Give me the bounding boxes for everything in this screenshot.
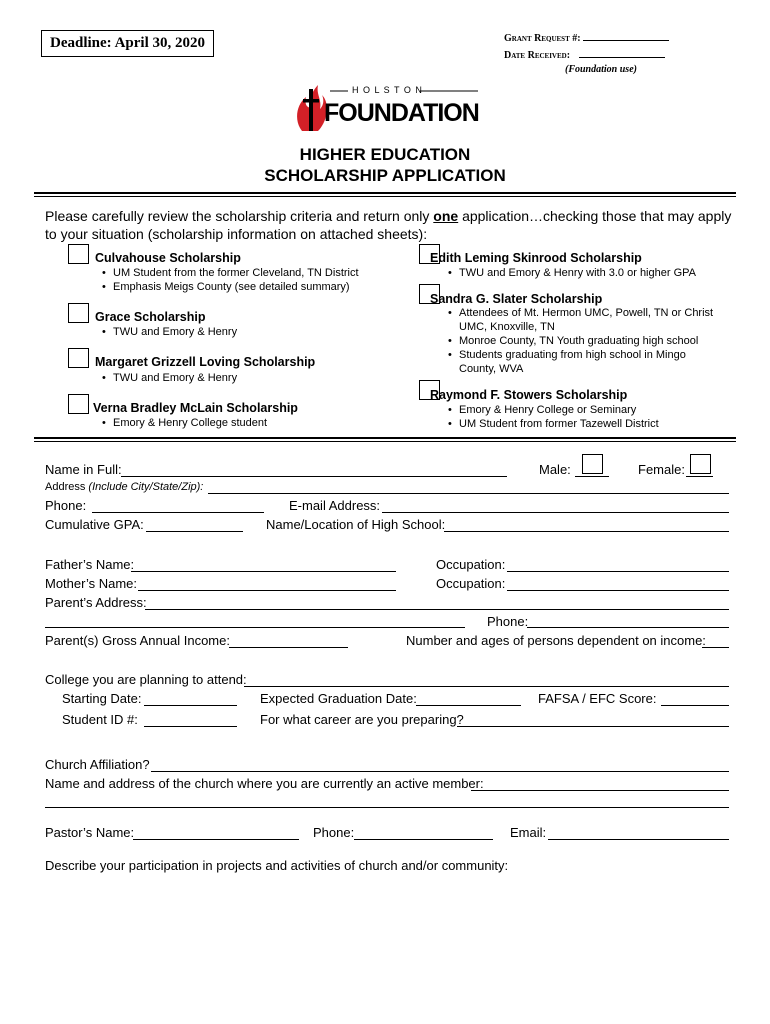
loving-checkbox[interactable] [68,348,89,368]
mclain-criteria [102,416,402,430]
list-item: • UM Student from former Tazewell District [448,417,738,431]
high-school-field[interactable] [444,531,729,532]
pastor-email-label: Email: [510,825,547,840]
pastor-label: Pastor’s Name: [45,825,135,840]
deadline-box [41,30,214,57]
dependents-label: Number and ages of persons dependent on income: [406,633,706,648]
page-title-line2: SCHOLARSHIP APPLICATION [264,166,506,185]
parent-phone-label: Phone: [487,614,529,629]
male-label: Male: [539,462,571,477]
college-field[interactable] [244,686,729,687]
foundation-use-note: (Foundation use) [565,64,637,75]
church-label: Church Affiliation? [45,757,150,772]
female-label: Female: [638,462,685,477]
income-label: Parent(s) Gross Annual Income: [45,633,230,648]
church-address-field[interactable] [471,790,729,791]
pastor-phone-label: Phone: [313,825,355,840]
phone-label: Phone: [45,498,87,513]
mclain-title: Verna Bradley McLain Scholarship [93,401,298,415]
describe-textarea[interactable] [45,880,729,1010]
start-date-label: Starting Date: [62,691,142,706]
loving-title: Margaret Grizzell Loving Scholarship [95,355,316,369]
grace-checkbox[interactable] [68,303,89,323]
stowers-title: Raymond F. Stowers Scholarship [430,388,628,402]
father-occupation-label: Occupation: [436,557,506,572]
mother-field[interactable] [138,590,396,591]
describe-label: Describe your participation in projects and activities of church and/or community: [45,858,509,873]
culvahouse-title: Culvahouse Scholarship [95,251,241,265]
logo-holston-text: H O L S T O N [352,85,423,95]
mclain-checkbox[interactable] [68,394,89,414]
church-address-field-2[interactable] [45,807,729,808]
loving-criteria [102,371,402,385]
parent-address-field-2[interactable] [45,627,465,628]
student-id-label: Student ID #: [62,712,138,727]
list-item: • Attendees of Mt. Hermon UMC, Powell, TN or Christ UMC, Knoxville, TN [448,306,718,334]
list-item: • Monroe County, TN Youth graduating high school [448,334,718,348]
pastor-phone-field[interactable] [354,839,493,840]
slater-title: Sandra G. Slater Scholarship [430,292,603,306]
grad-date-field[interactable] [416,705,521,706]
address-label: Address (Include City/State/Zip): [45,481,204,493]
male-checkbox[interactable] [582,454,603,474]
list-item: • UM Student from the former Cleveland, TN District [102,266,402,280]
grad-date-label: Expected Graduation Date: [260,691,417,706]
name-field[interactable] [121,476,507,477]
career-field[interactable] [457,726,729,727]
fafsa-field[interactable] [661,705,729,706]
date-received-label: Date Received: [504,47,665,61]
pastor-field[interactable] [133,839,299,840]
intro-paragraph: Please carefully review the scholarship criteria and return only one application…checking those that may apply to your situation (scholarship information on attached sheets): [45,208,732,242]
female-underline [686,476,713,477]
list-item: • Emory & Henry College or Seminary [448,403,738,417]
pastor-email-field[interactable] [548,839,729,840]
name-label: Name in Full: [45,462,122,477]
title-divider [34,192,736,197]
father-occupation-field[interactable] [507,571,729,572]
church-field[interactable] [151,771,729,772]
male-underline [575,476,609,477]
student-id-field[interactable] [144,726,237,727]
dependents-field[interactable] [702,647,729,648]
income-field[interactable] [229,647,348,648]
grace-title: Grace Scholarship [95,310,206,324]
gpa-field[interactable] [146,531,243,532]
phone-field[interactable] [92,512,264,513]
high-school-label: Name/Location of High School: [266,517,446,532]
skinrood-criteria [448,266,738,280]
logo-foundation-text: FOUNDATION [324,99,479,127]
page-title-line1: HIGHER EDUCATION [299,145,471,164]
list-item: • Emphasis Meigs County (see detailed summary) [102,280,402,294]
skinrood-title: Edith Leming Skinrood Scholarship [430,251,642,265]
email-label: E-mail Address: [289,498,381,513]
parent-address-field[interactable] [145,609,729,610]
female-checkbox[interactable] [690,454,711,474]
list-item: • TWU and Emory & Henry [102,371,402,385]
address-field[interactable] [208,493,729,494]
list-item: • TWU and Emory & Henry [102,325,402,339]
mother-occupation-label: Occupation: [436,576,506,591]
start-date-field[interactable] [144,705,237,706]
fafsa-label: FAFSA / EFC Score: [538,691,657,706]
list-item: • Students graduating from high school in Mingo County, WVA [448,348,718,376]
mother-label: Mother’s Name: [45,576,137,591]
parent-phone-field[interactable] [527,627,729,628]
list-item: • Emory & Henry College student [102,416,402,430]
career-label: For what career are you preparing? [260,712,464,727]
holston-foundation-logo [294,83,480,133]
email-field[interactable] [382,512,729,513]
college-label: College you are planning to attend: [45,672,247,687]
parent-address-label: Parent’s Address: [45,595,147,610]
deadline-text: Deadline: April 30, 2020 [49,35,205,51]
stowers-criteria [448,403,738,431]
gpa-label: Cumulative GPA: [45,517,144,532]
father-field[interactable] [131,571,396,572]
culvahouse-criteria [102,266,402,294]
culvahouse-checkbox[interactable] [68,244,89,264]
section-divider [34,437,736,442]
church-address-label: Name and address of the church where you are currently an active member: [45,776,484,791]
grace-criteria [102,325,402,339]
list-item: • TWU and Emory & Henry with 3.0 or higher GPA [448,266,738,280]
slater-criteria [448,306,718,376]
grant-request-label: Grant Request #: [504,30,669,44]
father-label: Father’s Name: [45,557,135,572]
mother-occupation-field[interactable] [507,590,729,591]
